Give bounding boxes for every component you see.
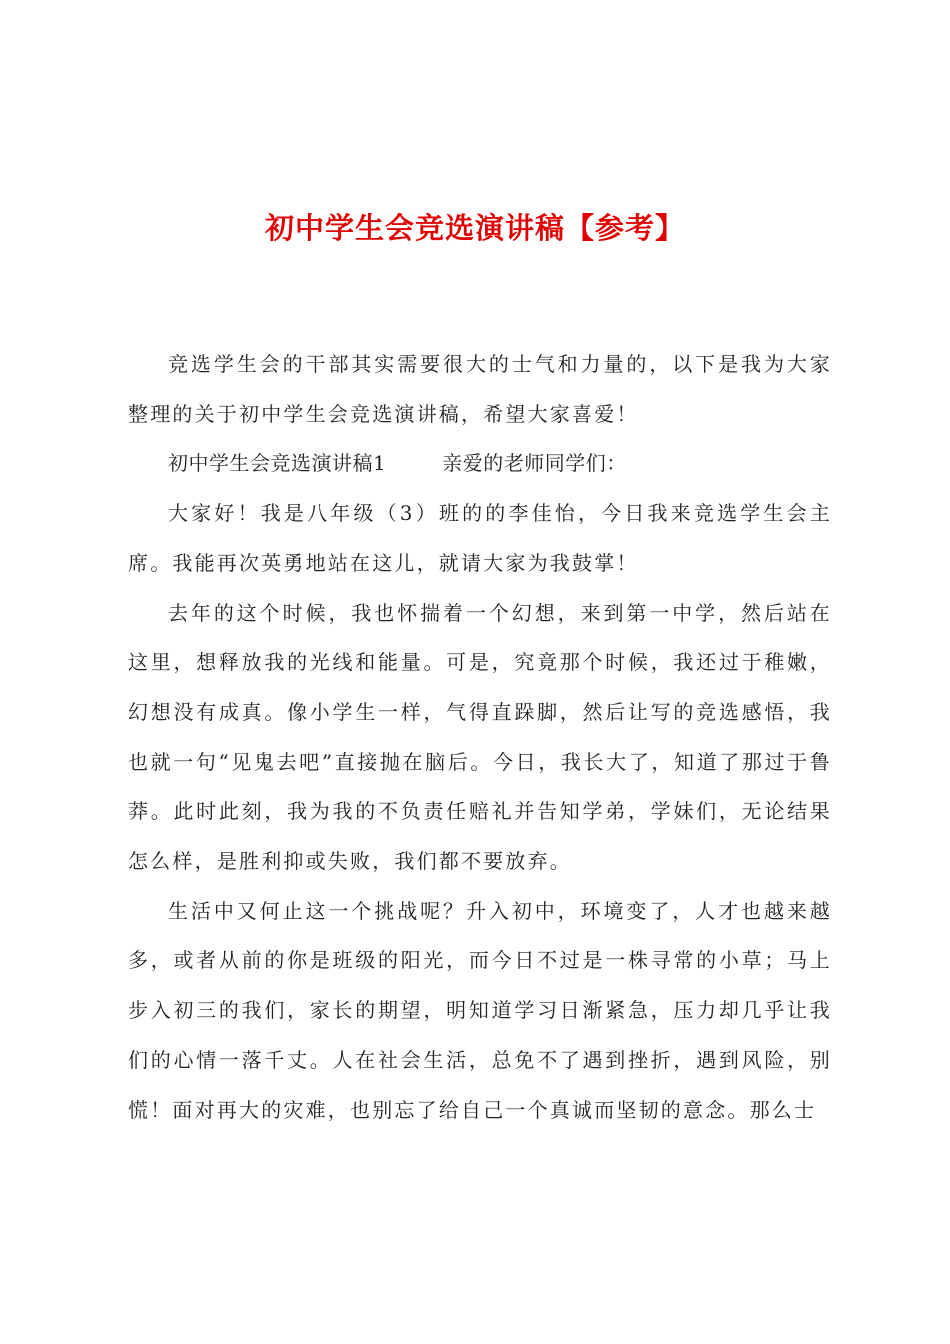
speech-heading: 初中学生会竞选演讲稿1: [168, 451, 387, 476]
challenge-paragraph: 生活中又何止这一个挑战呢？升入初中，环境变了，人才也越来越多，或者从前的你是班级的阳光，而今日不过是一株寻常的小草；马上步入初三的我们，家长的期望，明知道学习日渐紧急，压力却几乎让我们的心情一落千丈。人在社会生活，总免不了遇到挫折，遇到风险，别慌！面对再大的灾难，也别忘了给自己一个真诚而坚韧的意念。那么士: [128, 898, 832, 1122]
last-year-paragraph: 去年的这个时候，我也怀揣着一个幻想，来到第一中学，然后站在这里，想释放我的光线和能量。可是，究竟那个时候，我还过于稚嫩，幻想没有成真。像小学生一样，气得直跺脚，然后让写的竞选感悟，我也就一句“见鬼去吧”直接抛在脑后。今日，我长大了，知道了那过于鲁莽。此时此刻，我为我的不负责任赔礼并告知学弟，学妹们，无论结果怎么样，是胜利抑或失败，我们都不要放弃。: [128, 600, 832, 874]
speech-heading-line: [128, 439, 832, 489]
document-body: [128, 340, 832, 1135]
greeting: 亲爱的老师同学们：: [442, 451, 627, 476]
self-intro-paragraph: 大家好！我是八年级（3）班的的李佳怡，今日我来竞选学生会主席。我能再次英勇地站在这儿，就请大家为我鼓掌！: [128, 501, 832, 575]
intro-paragraph: 竞选学生会的干部其实需要很大的士气和力量的，以下是我为大家整理的关于初中学生会竞选演讲稿，希望大家喜爱！: [128, 352, 832, 426]
document-title: 初中学生会竞选演讲稿【参考】: [264, 211, 685, 245]
